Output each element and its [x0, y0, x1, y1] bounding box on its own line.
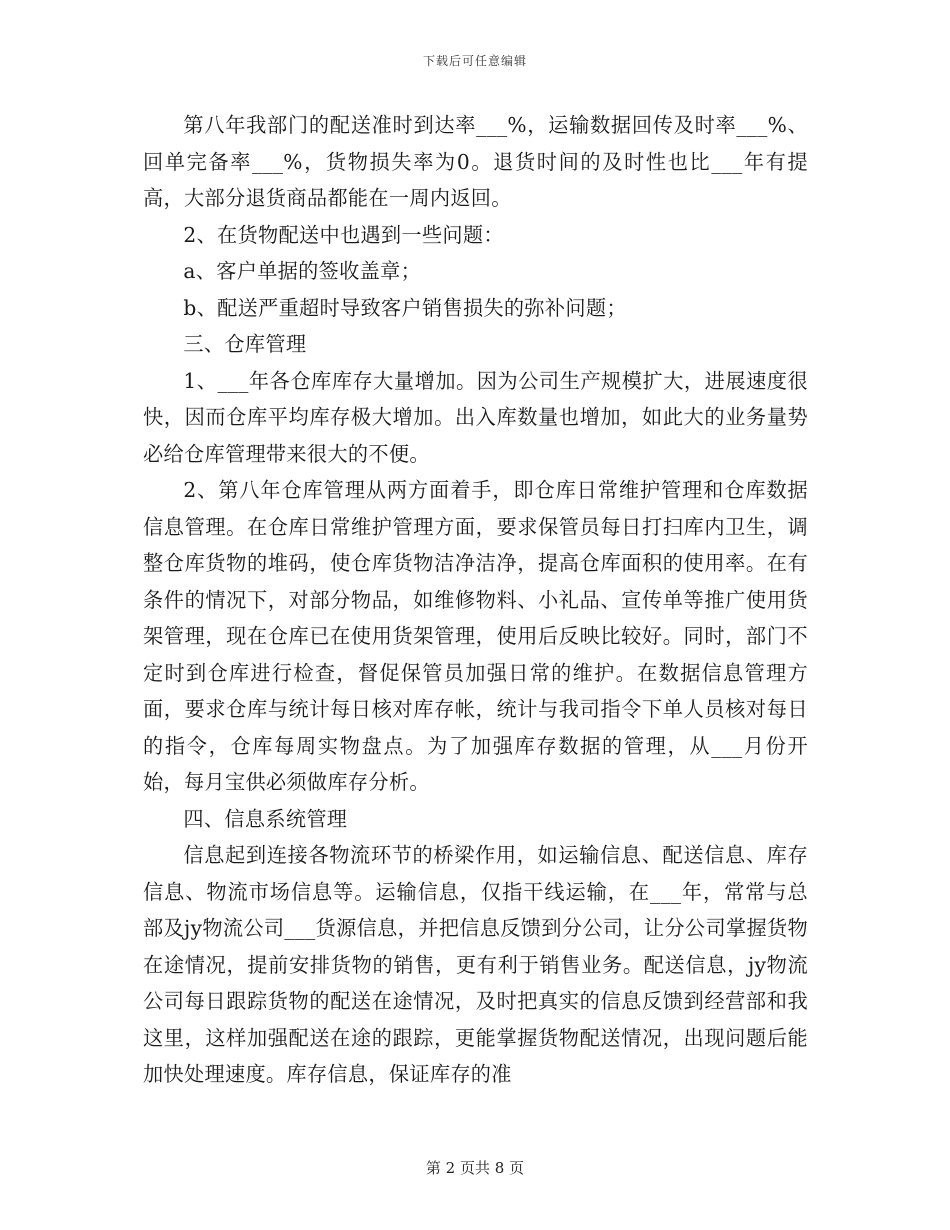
page-header: 下载后可任意编辑 [422, 54, 527, 68]
paragraph: 1、___年各仓库库存大量增加。因为公司生产规模扩大，进展速度很快，因而仓库平均库存极大增加。出入库数量也增加，如此大的业务量势必给仓库管理带来很大的不便。 [143, 368, 808, 466]
paragraph: 2、在货物配送中也遇到一些问题： [183, 222, 504, 247]
list-item: b、配送严重超时导致客户销售损失的弥补问题； [183, 295, 627, 320]
page-footer: 第 2 页共 8 页 [425, 1159, 525, 1177]
section-heading: 四、信息系统管理 [183, 806, 348, 831]
paragraph: 第八年我部门的配送准时到达率___%，运输数据回传及时率___%、回单完备率___%，货物损失率为0。退货时间的及时性也比___年有提高，大部分退货商品都能在一周内返回。 [143, 113, 808, 210]
paragraph: 信息起到连接各物流环节的桥梁作用，如运输信息、配送信息、库存信息、物流市场信息等。运输信息，仅指干线运输，在___年，常常与总部及jy物流公司___货源信息，并把信息反馈到分公司，让分公司掌握货物在途情况，提前安排货物的销售，更有利于销售业务。配送信息，jy物流公司每日跟踪货物的配送在途情况，及时把真实的信息反馈到经营部和我这里，这样加强配送在途的跟踪，更能掌握货物配送情况，出现问题后能加快处理速度。库存信息，保证库存的准 [143, 843, 808, 1086]
paragraph: 2、第八年仓库管理从两方面着手，即仓库日常维护管理和仓库数据信息管理。在仓库日常维护管理方面，要求保管员每日打扫库内卫生，调整仓库货物的堆码，使仓库货物洁净洁净，提高仓库面积的使用率。在有条件的情况下，对部分物品，如维修物料、小礼品、宣传单等推广使用货架管理，现在仓库已在使用货架管理，使用后反映比较好。同时，部门不定时到仓库进行检查，督促保管员加强日常的维护。在数据信息管理方面，要求仓库与统计每日核对库存帐，统计与我司指令下单人员核对每日的指令，仓库每周实物盘点。为了加强库存数据的管理，从___月份开始，每月宝供必须做库存分析。 [143, 478, 808, 794]
document-body [143, 107, 808, 1093]
list-item: a、客户单据的签收盖章； [183, 259, 422, 283]
section-heading: 三、仓库管理 [183, 332, 307, 356]
